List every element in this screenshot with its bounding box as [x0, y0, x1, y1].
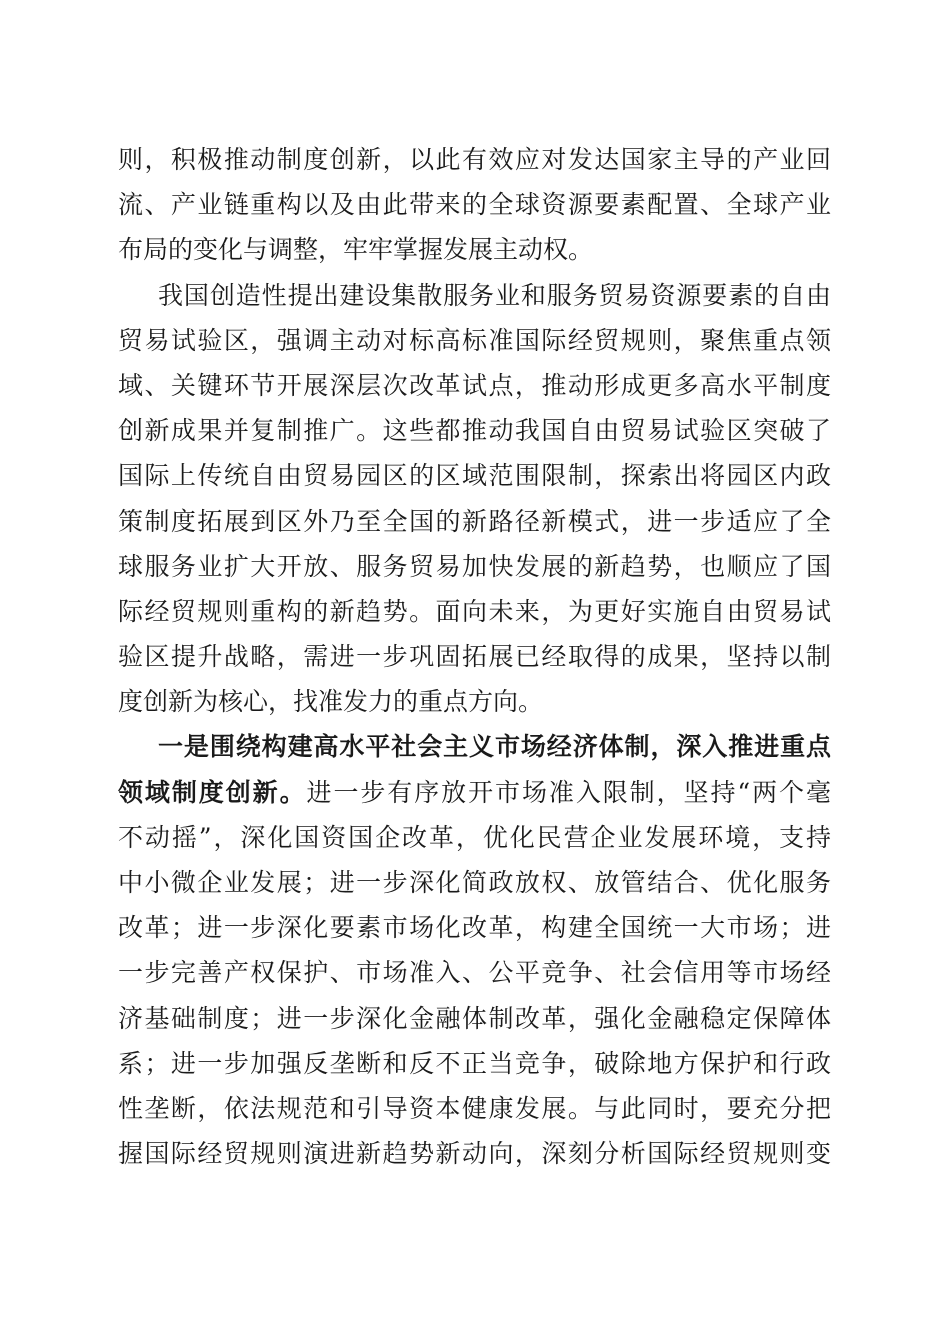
text-line: 布局的变化与调整，牢牢掌握发展主动权。: [118, 235, 594, 265]
text-line: 际经贸规则重构的新趋势。面向未来，为更好实施自由贸易试: [118, 596, 831, 626]
text-line: 性垄断，依法规范和引导资本健康发展。与此同时，要充分把: [118, 1093, 831, 1123]
text-line: 济基础制度；进一步深化金融体制改革，强化金融稳定保障体: [118, 1003, 831, 1033]
heading-text: 领域制度创新。: [118, 777, 307, 807]
text-line: 一步完善产权保护、市场准入、公平竞争、社会信用等市场经: [118, 958, 831, 988]
text-line: 握国际经贸规则演进新趋势新动向，深刻分析国际经贸规则变: [118, 1139, 831, 1169]
text-line: 验区提升战略，需进一步巩固拓展已经取得的成果，坚持以制: [118, 642, 831, 672]
text-line: 则，积极推动制度创新，以此有效应对发达国家主导的产业回: [118, 145, 831, 174]
text-line: 创新成果并复制推广。这些都推动我国自由贸易试验区突破了: [118, 416, 831, 446]
paragraph-1: [118, 137, 831, 273]
body-text: 进一步有序放开市场准入限制，坚持“两个毫: [306, 777, 831, 807]
paragraph-2: [118, 273, 831, 725]
text-line: 不动摇”，深化国资国企改革，优化民营企业发展环境，支持: [118, 822, 831, 852]
text-line: 中小微企业发展；进一步深化简政放权、放管结合、优化服务: [118, 868, 831, 897]
text-line: 我国创造性提出建设集散服务业和服务贸易资源要素的自由: [158, 280, 831, 310]
text-line: 改革；进一步深化要素市场化改革，构建全国统一大市场；进: [118, 913, 831, 943]
heading-line: 一是围绕构建高水平社会主义市场经济体制，深入推进重点: [158, 732, 831, 762]
text-line: 流、产业链重构以及由此带来的全球资源要素配置、全球产业: [118, 190, 831, 220]
text-line: 系；进一步加强反垄断和反不正当竞争，破除地方保护和行政: [118, 1048, 831, 1078]
text-line: 贸易试验区，强调主动对标高标准国际经贸规则，聚焦重点领: [118, 325, 831, 355]
document-page: [118, 137, 831, 1176]
text-line: 球服务业扩大开放、服务贸易加快发展的新趋势，也顺应了国: [118, 551, 831, 581]
text-line: [118, 770, 831, 815]
text-line: 策制度拓展到区外乃至全国的新路径新模式，进一步适应了全: [118, 506, 831, 536]
text-line: 域、关键环节开展深层次改革试点，推动形成更多高水平制度: [118, 370, 831, 400]
text-line: 度创新为核心，找准发力的重点方向。: [118, 687, 544, 717]
paragraph-3: [118, 724, 831, 1176]
text-line: 国际上传统自由贸易园区的区域范围限制，探索出将园区内政: [118, 461, 831, 491]
